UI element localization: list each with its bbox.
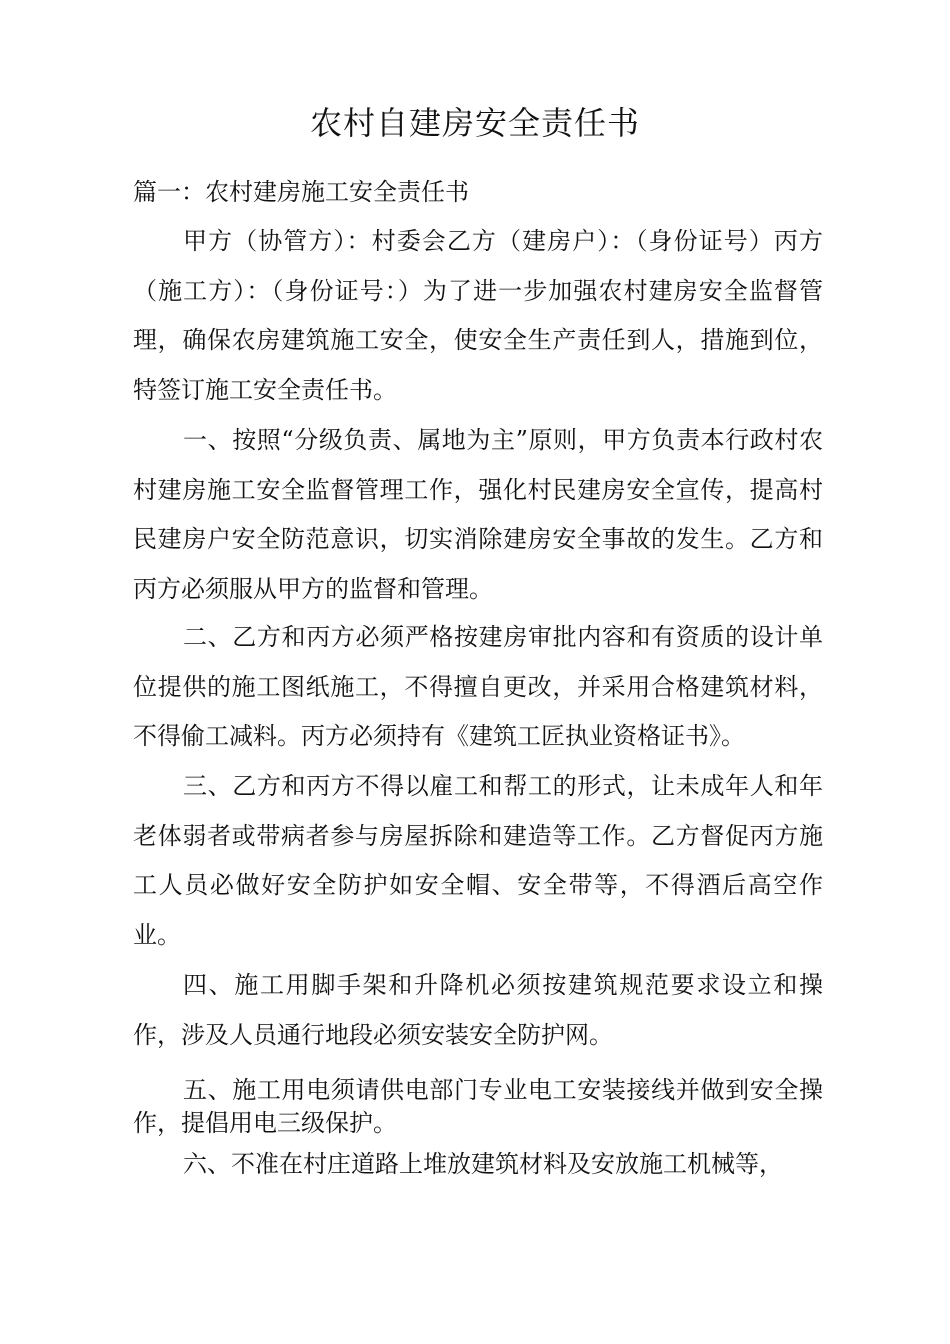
document-title: 农村自建房安全责任书 bbox=[309, 104, 640, 142]
paragraph-item-2: 二、乙方和丙方必须严格按建房审批内容和有资质的设计单位提供的施工图纸施工，不得擅自更改，并采用合格建筑材料，不得偷工减料。丙方必须持有《建筑工匠执业资格证书》。 bbox=[133, 623, 823, 750]
paragraph-item-3: 三、乙方和丙方不得以雇工和帮工的形式，让未成年人和年老体弱者或带病者参与房屋拆除和建造等工作。乙方督促丙方施工人员必做好安全防护如安全帽、安全带等，不得酒后高空作业。 bbox=[133, 772, 823, 949]
paragraph-parties: 甲方（协管方）：村委会乙方（建房户）：（身份证号）丙方（施工方）：（身份证号：）为了进一步加强农村建房安全监督管理，确保农房建筑施工安全，使安全生产责任到人，措施到位，特签订施工安全责任书。 bbox=[133, 227, 823, 404]
paragraph-item-5: 五、施工用电须请供电部门专业电工安装接线并做到安全操作，提倡用电三级保护。 bbox=[133, 1076, 823, 1137]
paragraph-item-1: 一、按照“分级负责、属地为主”原则，甲方负责本行政村农村建房施工安全监督管理工作，强化村民建房安全宣传，提高村民建房户安全防范意识，切实消除建房安全事故的发生。乙方和丙方必须服从甲方的监督和管理。 bbox=[133, 426, 823, 603]
paragraph-item-6: 六、不准在村庄道路上堆放建筑材料及安放施工机械等， bbox=[183, 1150, 783, 1178]
paragraph-item-4: 四、施工用脚手架和升降机必须按建筑规范要求设立和操作，涉及人员通行地段必须安装安全防护网。 bbox=[133, 971, 823, 1049]
section-heading: 篇一：农村建房施工安全责任书 bbox=[133, 178, 469, 206]
